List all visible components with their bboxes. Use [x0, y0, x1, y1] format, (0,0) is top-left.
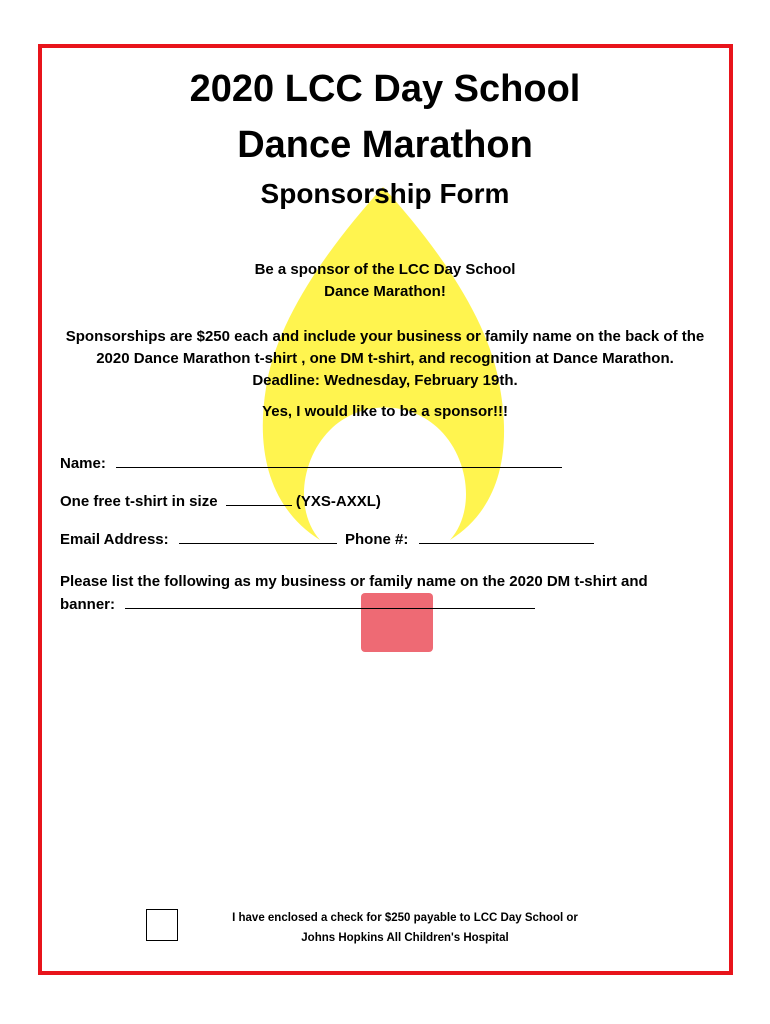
- details-line-2: 2020 Dance Marathon t-shirt , one DM t-shirt, and recognition at Dance Marathon.: [96, 350, 674, 367]
- banner-line-1: Please list the following as my business or family name on the 2020 DM t-shirt and: [60, 573, 648, 590]
- banner-field[interactable]: [60, 594, 535, 615]
- deadline-text: Deadline: Wednesday, February 19th.: [252, 372, 518, 389]
- intro-line-1: Be a sponsor of the LCC Day School: [254, 261, 516, 278]
- intro-line-2: Dance Marathon!: [324, 283, 446, 300]
- check-enclosed-checkbox[interactable]: [146, 909, 178, 941]
- footer-line-2: Johns Hopkins All Children's Hospital: [301, 932, 509, 944]
- email-phone-field[interactable]: [60, 529, 594, 550]
- email-label: Email Address:: [60, 531, 169, 548]
- footer-line-1: I have enclosed a check for $250 payable to LCC Day School or: [232, 912, 578, 924]
- tshirt-size-label: One free t-shirt in size: [60, 493, 218, 510]
- title-line-1: 2020 LCC Day School: [189, 68, 581, 110]
- form-subtitle: Sponsorship Form: [260, 178, 510, 209]
- name-label: Name:: [60, 455, 106, 472]
- tshirt-size-range: (YXS-AXXL): [295, 493, 381, 510]
- tshirt-size-field[interactable]: [60, 491, 381, 512]
- tshirt-size-blank[interactable]: [226, 491, 292, 506]
- banner-blank[interactable]: [125, 594, 535, 609]
- name-field[interactable]: [60, 453, 562, 474]
- details-line-1: Sponsorships are $250 each and include your business or family name on the back of the: [65, 328, 705, 345]
- name-blank[interactable]: [116, 453, 562, 468]
- banner-label: banner:: [60, 596, 116, 613]
- phone-label: Phone #:: [345, 531, 409, 548]
- title-line-2: Dance Marathon: [237, 124, 533, 166]
- sponsor-cta: Yes, I would like to be a sponsor!!!: [262, 403, 508, 420]
- phone-blank[interactable]: [419, 529, 594, 544]
- email-blank[interactable]: [179, 529, 337, 544]
